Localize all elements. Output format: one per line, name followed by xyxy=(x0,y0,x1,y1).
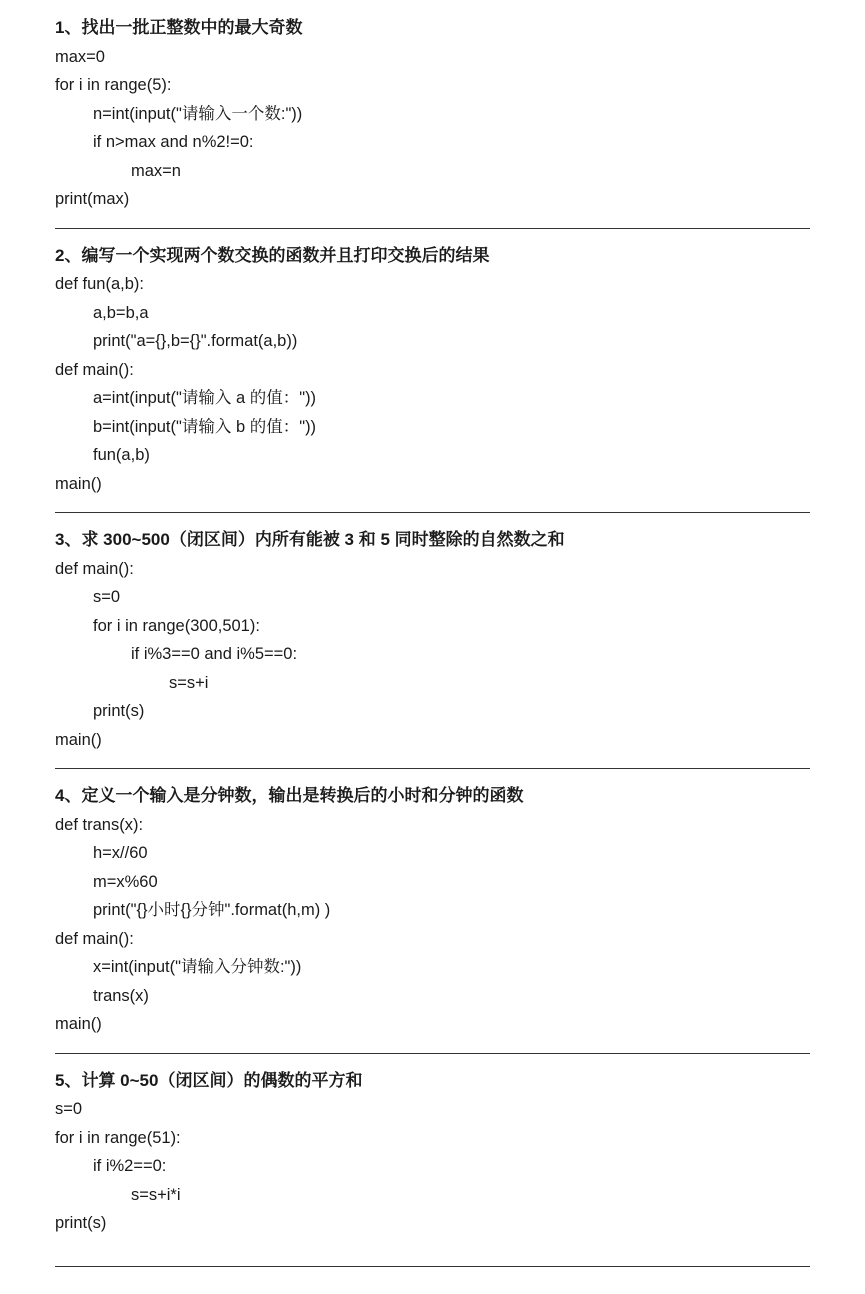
code-line: print("a={},b={}".format(a,b)) xyxy=(93,332,298,350)
code-line: a,b=b,a xyxy=(93,303,149,322)
code-line: if i%2==0: xyxy=(93,1157,167,1175)
code-line: print(max) xyxy=(55,190,130,208)
code-line: x=int(input("请输入分钟数:")) xyxy=(93,958,302,976)
code-line: for i in range(300,501): xyxy=(93,616,260,635)
code-line: def fun(a,b): xyxy=(55,275,144,293)
section-heading: 4、定义一个输入是分钟数，输出是转换后的小时和分钟的函数 xyxy=(55,786,524,805)
code-line: main() xyxy=(55,1015,102,1033)
section-heading: 5、计算 0~50（闭区间）的偶数的平方和 xyxy=(55,1070,363,1090)
code-line: s=0 xyxy=(93,588,121,606)
code-line: if i%3==0 and i%5==0: xyxy=(131,645,298,663)
section-5 xyxy=(55,1067,810,1267)
section-4 xyxy=(55,782,810,1067)
code-line: s=0 xyxy=(55,1100,83,1118)
code-line: if n>max and n%2!=0: xyxy=(93,133,254,151)
code-line: print(s) xyxy=(55,1214,107,1232)
code-line: s=s+i xyxy=(169,673,209,692)
section-divider xyxy=(55,1266,810,1267)
code-line: def main(): xyxy=(55,559,134,578)
section-heading: 2、编写一个实现两个数交换的函数并且打印交换后的结果 xyxy=(55,245,490,265)
document-page xyxy=(55,14,810,1267)
section-1 xyxy=(55,14,810,242)
code-line: a=int(input("请输入 a 的值：")) xyxy=(93,389,317,407)
code-line: main() xyxy=(55,730,102,749)
code-line: print(s) xyxy=(93,702,145,720)
code-line: b=int(input("请输入 b 的值：")) xyxy=(93,417,317,436)
code-line: def trans(x): xyxy=(55,815,144,834)
code-line: m=x%60 xyxy=(93,872,158,891)
code-line: main() xyxy=(55,474,102,493)
code-line: def main(): xyxy=(55,360,134,379)
section-heading: 1、找出一批正整数中的最大奇数 xyxy=(55,18,303,37)
code-line: print("{}小时{}分钟".format(h,m) ) xyxy=(93,901,331,919)
section-2 xyxy=(55,242,810,527)
code-line: trans(x) xyxy=(93,986,149,1005)
code-line: for i in range(5): xyxy=(55,76,172,94)
code-line: max=0 xyxy=(55,47,105,66)
code-line: def main(): xyxy=(55,929,134,948)
section-3 xyxy=(55,526,810,782)
code-line: for i in range(51): xyxy=(55,1128,181,1147)
code-line: n=int(input("请输入一个数:")) xyxy=(93,104,303,123)
code-line: s=s+i*i xyxy=(131,1185,181,1204)
code-line: fun(a,b) xyxy=(93,446,150,464)
code-line: max=n xyxy=(131,161,181,180)
code-line: h=x//60 xyxy=(93,844,148,862)
section-heading: 3、求 300~500（闭区间）内所有能被 3 和 5 同时整除的自然数之和 xyxy=(55,530,565,549)
